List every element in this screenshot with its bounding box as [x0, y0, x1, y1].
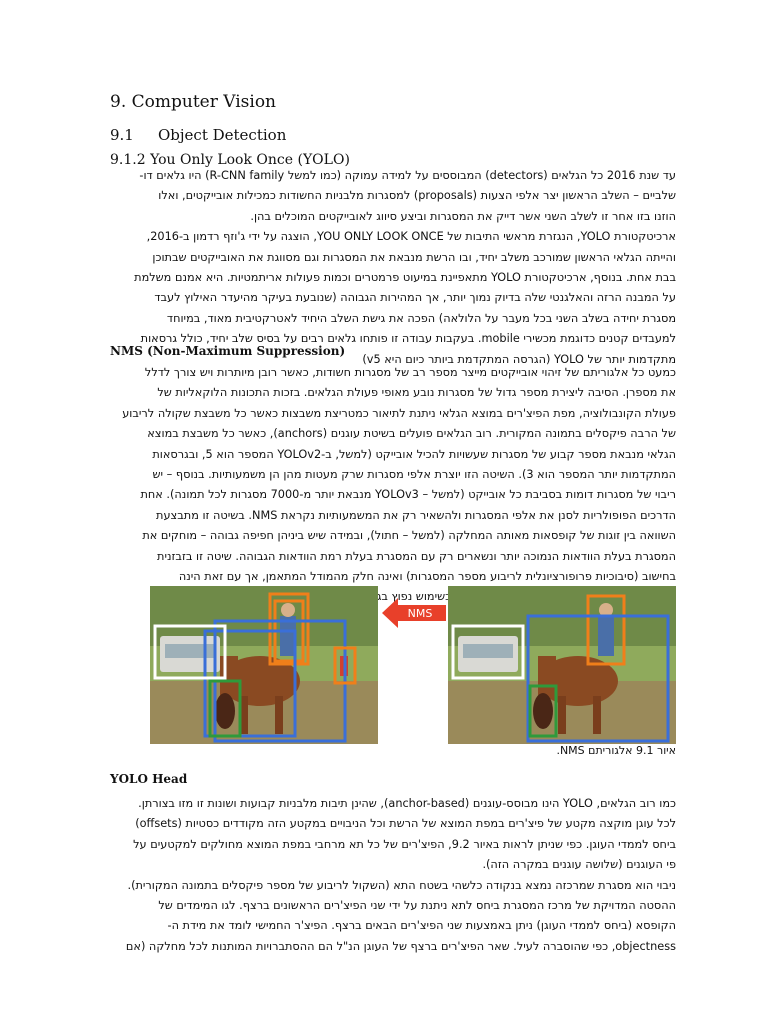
text-line: שלביים – השלב הראשון יצר אלפי הצעות (proposals) למסגרות מלבניות החשודות כמכילות אובייקטים, ואלו: [158, 189, 676, 203]
section-title: Object Detection: [158, 126, 287, 144]
text-line: הקופסא (ביחס לממדי העוגן) ניתן באמצעות שני הפיצ'רים הבאים ברצף. הפיצ'ר החמישי לומד את מידת ה-: [167, 919, 676, 933]
section-number: 9.1: [110, 126, 134, 144]
nms-arrow-label: NMS: [407, 607, 433, 620]
figure-caption: איור 9.1 אלגוריתם NMS.: [556, 744, 676, 757]
text-line: בחישוב (סיבוכיות פרופורציונלית לריבוע מספר המסגרות) ואינה חלק מהמודל המתאמן, אך עם זאת הינה: [178, 569, 676, 583]
text-line: לכל עוגן מוקצה מקטע של פיצ'רים במפת המוצא של הרשת וכל הניבויים במקטע הזה מקודדים כסטיות (offsets): [135, 817, 676, 831]
nms-figure: [150, 586, 676, 744]
text-line: ריבוי של מסגרות דומות בסביבת כל אובייקט (למשל – YOLOv3 מנבאת יותר מ-7000 מסגרות לכל תמונה). אחת: [140, 488, 676, 502]
text-line: הדרכים הפופולריות לסנן את אלפי המסגרות ולהשאיר רק את המשמעותיות נקראת NMS. בשיטה זו מתבצעת: [156, 508, 676, 522]
section-heading: [110, 126, 286, 144]
text-line: עד שנת 2016 כל הגלאים (detectors) המבוססים על למידה עמוקה (כמו למשל R-CNN family) היו גלאים דו-: [139, 169, 676, 182]
horse-photo-filtered-illustration: [448, 586, 676, 744]
text-line: השוואה בין זוגות של קופסאות מאותה המחלקה (למשל – חתול), ובמידה שיש ביניהן חפיפה גבוהה – מוחקים את: [142, 529, 676, 543]
nms-arrow: [382, 596, 446, 630]
text-line: את מספרן. הסיבה ליצירת מספר גדול של מסגרות נובע מאופי פעולת הגלאים. בזכות התכונות הלוקאליות של: [157, 386, 676, 400]
text-line: הגלאי מנבאת מספר קבוע של מסגרות שעשויות להכיל אובייקט (למשל, ב-YOLOv2 המספר הוא 5, ובגרסאות: [152, 447, 676, 461]
photo-after-nms: [448, 586, 676, 744]
text-line: ארכיטקטורת YOLO, הנגזרת מראשי התיבות של YOU ONLY LOOK ONCE, הוצגה על ידי ג'וזף רדמון ב-2016,: [146, 230, 676, 244]
text-line: פי העוגנים (שלושה עוגנים במקרה הזה).: [482, 858, 676, 872]
yolo-head-paragraph: [110, 794, 676, 957]
text-line: פעולת הקונבולוציה, מפת הפיצ'רים במוצא הגלאי ניתנת לתיאור כמטריצת משבצות כאשר כל משבצת שקולה לריבוע: [122, 406, 676, 420]
text-line: מתקדמות יותר של YOLO (הגרסה המתקדמת ביותר כיום היא v5): [362, 352, 676, 366]
nms-paragraph: [110, 363, 676, 608]
chapter-heading: 9. Computer Vision: [110, 92, 276, 112]
nms-heading: NMS (Non-Maximum Suppression): [110, 344, 346, 358]
text-line: ביחס לממדי העוגן. כפי שניתן לראות באיור 9.2, הפיצ'רים של כל תא מרחבי במפת המוצא מחולקים למקטעים על: [133, 837, 676, 851]
photo-before-nms: [150, 586, 378, 744]
yolo-head-heading: YOLO Head: [110, 772, 188, 786]
text-line: המסגרת בעלת הוודאות הנמוכה יותר ונשארים רק עם המסגרת בעלת רמת הוודאות הגבוהה. שיטה זו בזבזנית: [157, 549, 676, 563]
left-arrow-icon: [382, 596, 446, 630]
subsection-heading: 9.1.2 You Only Look Once (YOLO): [110, 152, 350, 168]
text-line: מסגרת יחידה בשלב השני בכל מעבר על הלולאה) הפכה את גישת השלב היחיד לאטרקטיבית מאוד, במיוחד: [166, 311, 676, 325]
horse-photo-illustration: [150, 586, 378, 744]
text-line: ההסטה המדויקת של מרכז המסגרת ביחס לתא ניתנת על ידי שני הפיצ'רים הראשונים ברצף. לגו המימדים של: [158, 898, 676, 912]
text-line: כמו רוב הגלאים, YOLO הינו מבוסס-עוגנים (anchor-based), שהינן תיבות מלבניות קבועות ושונות זו מזו בצורתן.: [138, 797, 676, 810]
text-line: על המבנה הרזה והאלגנטי שלה בדיוק נמוך יותר, אך המהירות הגבוהה (שנובעת בעיקר מהיעדר האילוץ לעבד: [154, 291, 676, 305]
text-line: של הרבה פיקסלים בתמונה המקורית. רוב הגלאים פועלים בשיטת עוגנים (anchors), כאשר כל משבצת במוצא: [147, 427, 676, 441]
text-line: ניבוי הוא מסגרת שמרכזה נמצא בנקודה כלשהי בשטח התא (השקול לריבוע של מספר פיקסלים בתמונה המקורית).: [127, 878, 676, 892]
text-line: המתקדמות יותר המספר הוא 3). השיטה הזו יוצרת אלפי מסגרות שרק מעטות מהן הן משמעותיות. בנוסף – יש: [152, 467, 676, 481]
text-line: כמעט כל אלגוריתם של זיהוי אובייקטים מייצר מספר רב של מסגרות חשודות, כאשר רובן מיותרות ויש צורך לדלל: [144, 366, 676, 379]
text-line: והייתה הגלאי הראשון שמורכב משלב יחיד, ובו הרשת מנבאת את המסגרות וגם מסווגת את האובייקטים שבתוכן: [152, 250, 676, 264]
text-line: הוזנו בזו אחר זו לשלב השני אשר דייק את המסגרות וביצע סיווג לאובייקטים המוכלים בהן.: [250, 209, 676, 223]
text-line: למעבדים קטנים כדוגמת מכשירי mobile. בעקבות עבודה זו פותחו גלאים רבים על בסיס שלב יחיד, כולל גרסאות: [140, 332, 676, 346]
text-line: בבת אחת. בנוסף, ארכיטקטורת YOLO מתאפיינת במיעוט פרמטרים וכמות פעולות אריתמטיות. היא אמנם משלמת: [134, 270, 676, 284]
intro-paragraph: [110, 166, 676, 370]
text-line: objectness, כפי שהוסברה לעיל. שאר הפיצ'רים ברצף של העוגן הנ"ל הם ההסתברויות המותנות לכל מחלקה (אם: [125, 939, 676, 953]
text-line: בשימוש נפוץ: [391, 590, 452, 604]
